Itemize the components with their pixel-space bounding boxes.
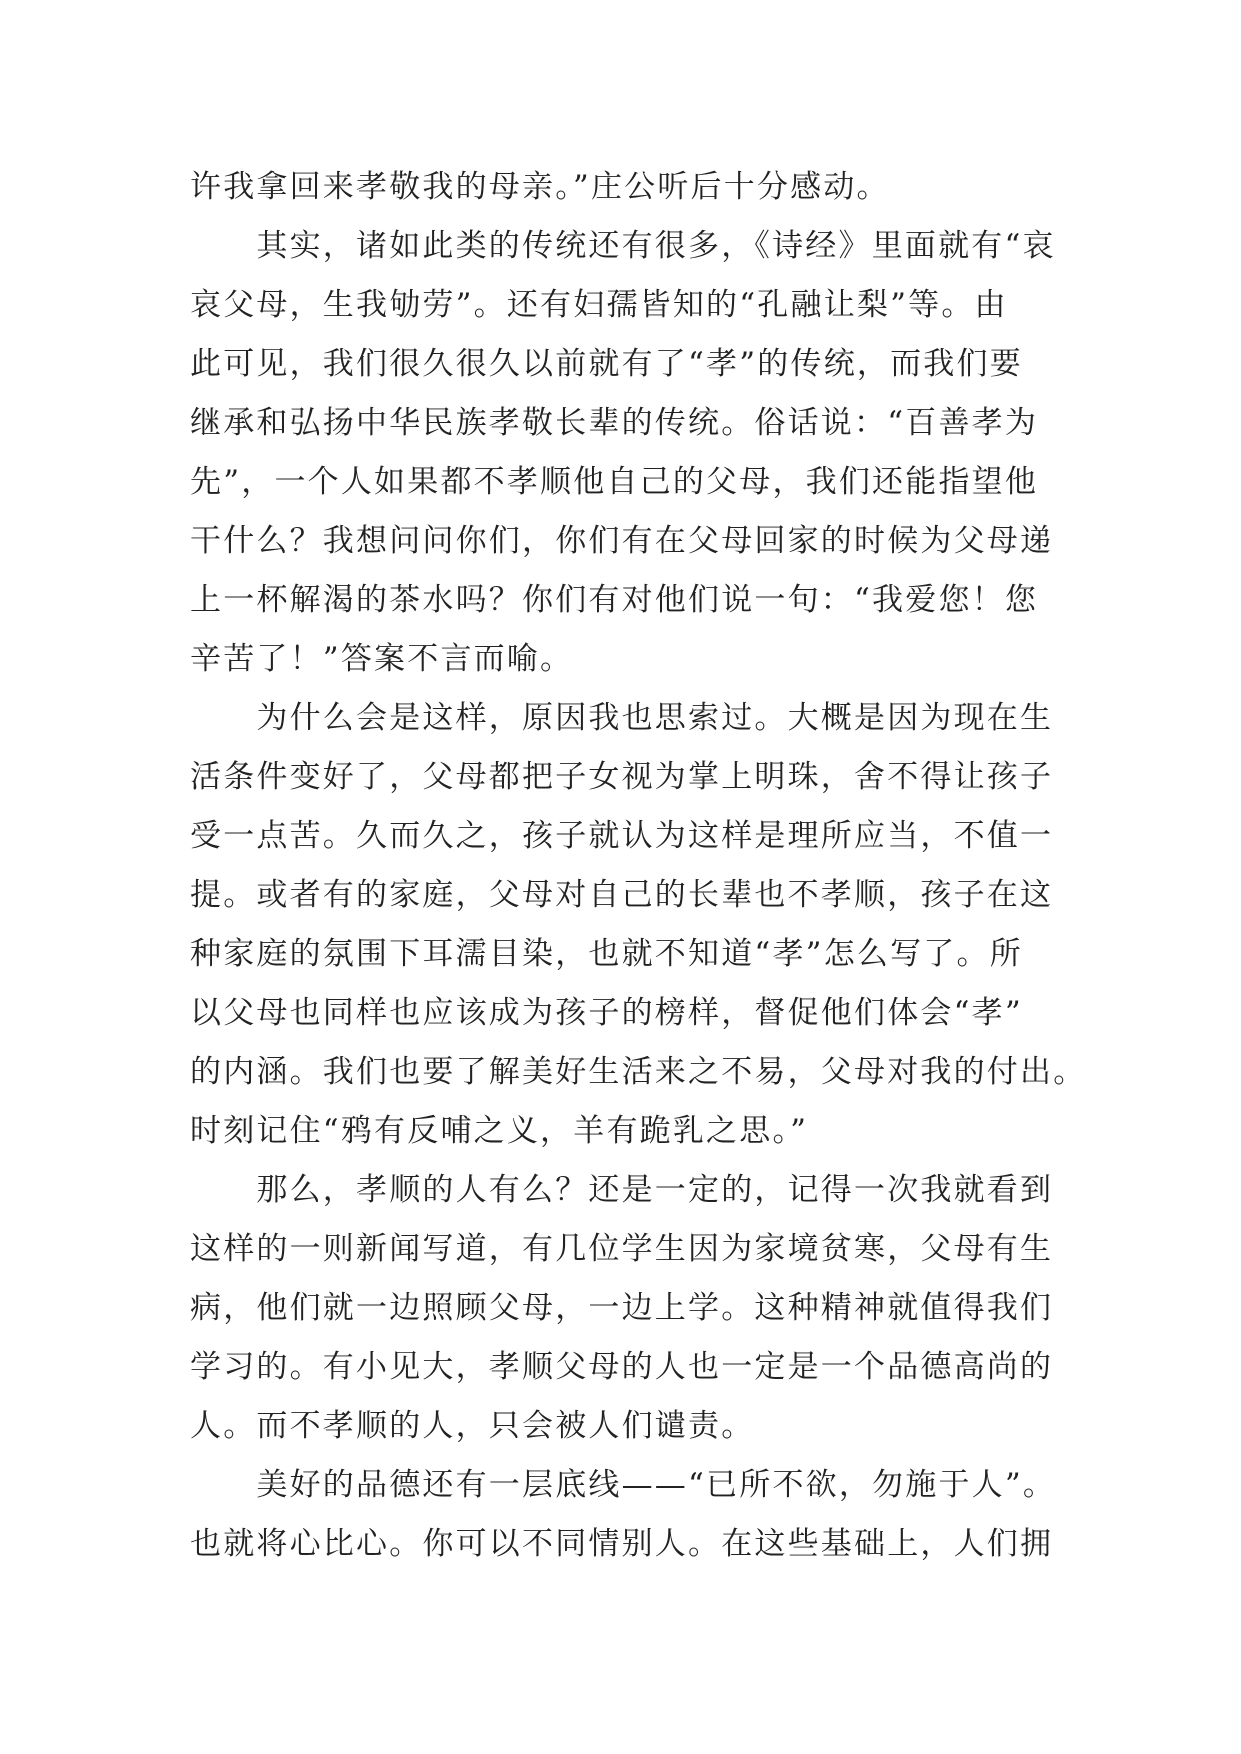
text-line: 活条件变好了，父母都把子女视为掌上明珠，舍不得让孩子 — [190, 759, 1054, 795]
text-line: 以父母也同样也应该成为孩子的榜样，督促他们体会“孝” — [190, 995, 1023, 1031]
text-line: 继承和弘扬中华民族孝敬长辈的传统。俗话说：“百善孝为 — [190, 405, 1039, 441]
text-line: 人。而不孝顺的人，只会被人们谴责。 — [190, 1408, 755, 1444]
text-line: 许我拿回来孝敬我的母亲。”庄公听后十分感动。 — [190, 169, 890, 205]
text-line: 受一点苦。久而久之，孩子就认为这样是理所应当，不值一 — [190, 818, 1054, 854]
text-line: 其实，诸如此类的传统还有很多，《诗经》里面就有“哀 — [190, 228, 1056, 264]
text-line: 种家庭的氛围下耳濡目染，也就不知道“孝”怎么写了。所 — [190, 936, 1023, 972]
text-line: 这样的一则新闻写道，有几位学生因为家境贫寒，父母有生 — [190, 1231, 1054, 1267]
text-line: 的内涵。我们也要了解美好生活来之不易，父母对我的付出。 — [190, 1054, 1087, 1090]
text-line: 学习的。有小见大，孝顺父母的人也一定是一个品德高尚的 — [190, 1349, 1054, 1385]
text-line: 美好的品德还有一层底线——“已所不欲，勿施于人”。 — [190, 1467, 1057, 1503]
text-line: 病，他们就一边照顾父母，一边上学。这种精神就值得我们 — [190, 1290, 1054, 1326]
text-line: 提。或者有的家庭，父母对自己的长辈也不孝顺，孩子在这 — [190, 877, 1054, 913]
text-line: 哀父母，生我劬劳”。还有妇孺皆知的“孔融让梨”等。由 — [190, 287, 1008, 323]
body-text — [190, 158, 1087, 1574]
text-line: 先”，一个人如果都不孝顺他自己的父母，我们还能指望他 — [190, 464, 1039, 500]
text-line: 为什么会是这样，原因我也思索过。大概是因为现在生 — [190, 700, 1054, 736]
text-line: 也就将心比心。你可以不同情别人。在这些基础上，人们拥 — [190, 1526, 1054, 1562]
text-line: 干什么？我想问问你们，你们有在父母回家的时候为父母递 — [190, 523, 1054, 559]
text-line: 辛苦了！”答案不言而喻。 — [190, 641, 574, 677]
text-line: 上一杯解渴的茶水吗？你们有对他们说一句：“我爱您！您 — [190, 582, 1039, 618]
text-line: 那么，孝顺的人有么？还是一定的，记得一次我就看到 — [190, 1172, 1054, 1208]
text-line: 此可见，我们很久很久以前就有了“孝”的传统，而我们要 — [190, 346, 1023, 382]
text-line: 时刻记住“鸦有反哺之义，羊有跪乳之思。” — [190, 1113, 809, 1149]
